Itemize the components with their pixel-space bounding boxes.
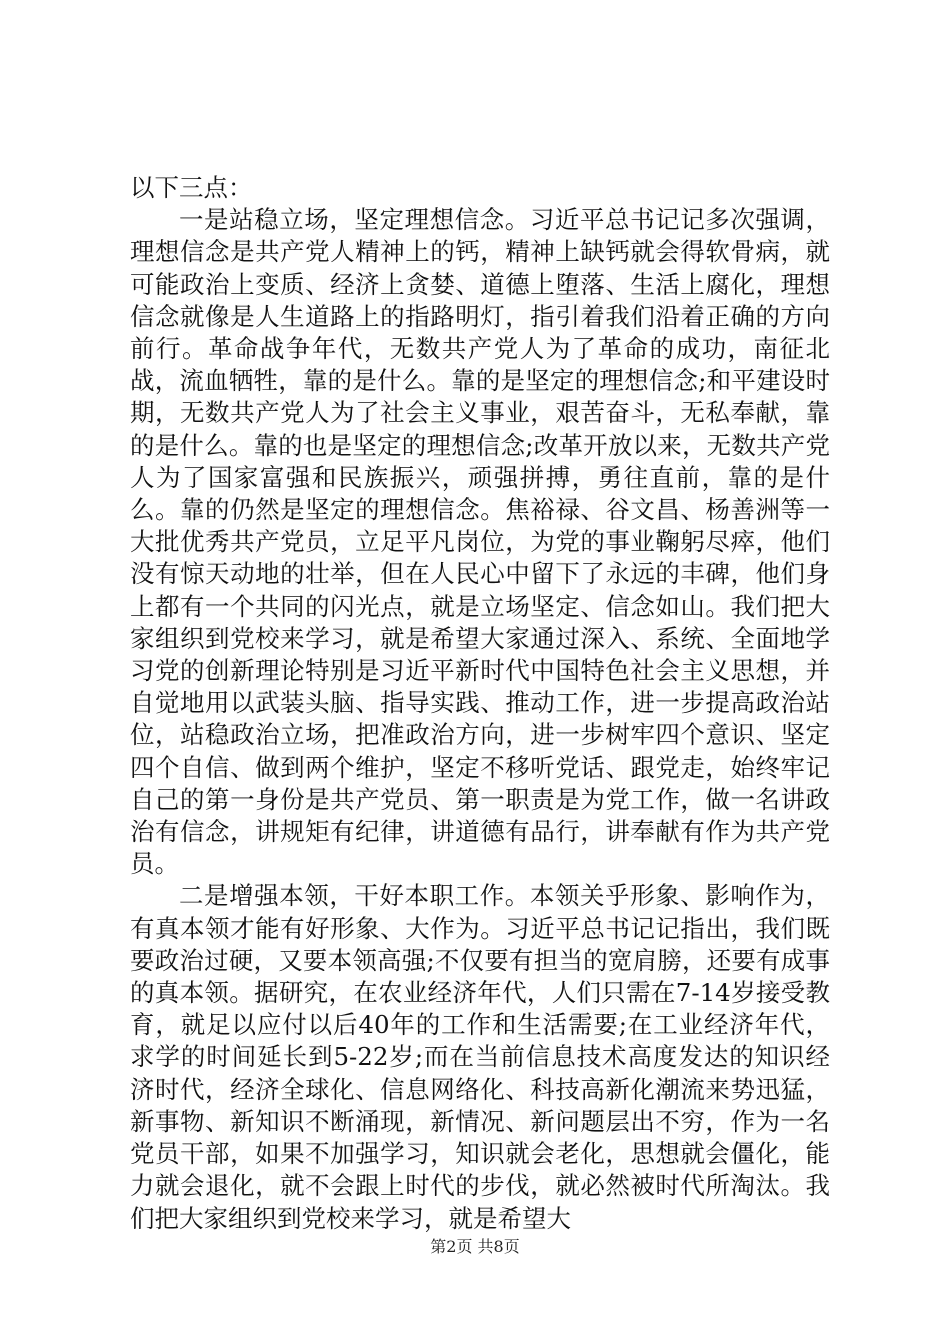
paragraph-intro: 以下三点：	[130, 173, 253, 202]
document-body	[130, 172, 830, 1235]
paragraph-point-two: 二是增强本领，干好本职工作。本领关乎形象、影响作为，有真本领才能有好形象、大作为。习近平总书记记指出，我们既要政治过硬，又要本领高强;不仅要有担当的宽肩膀，还要有成事的真本领。据研究，在农业经济年代，人们只需在7-14岁接受教育，就足以应付以后40年的工作和生活需要;在工业经济年代，求学的时间延长到5-22岁;而在当前信息技术高度发达的知识经济时代，经济全球化、信息网络化、科技高新化潮流来势迅猛，新事物、新知识不断涌现，新情况、新问题层出不穷，作为一名党员干部，如果不加强学习，知识就会老化，思想就会僵化，能力就会退化，就不会跟上时代的步伐，就必然被时代所淘汰。我们把大家组织到党校来学习，就是希望大	[130, 881, 830, 1233]
page-number-footer: 第2页 共8页	[430, 1237, 520, 1256]
paragraph-point-one: 一是站稳立场，坚定理想信念。习近平总书记记多次强调，理想信念是共产党人精神上的钙，精神上缺钙就会得软骨病，就可能政治上变质、经济上贪婪、道德上堕落、生活上腐化，理想信念就像是人生道路上的指路明灯，指引着我们沿着正确的方向前行。革命战争年代，无数共产党人为了革命的成功，南征北战，流血牺牲，靠的是什么。靠的是坚定的理想信念;和平建设时期，无数共产党人为了社会主义事业，艰苦奋斗，无私奉献，靠的是什么。靠的也是坚定的理想信念;改革开放以来，无数共产党人为了国家富强和民族振兴，顽强拼搏，勇往直前，靠的是什么。靠的仍然是坚定的理想信念。焦裕禄、谷文昌、杨善洲等一大批优秀共产党员，立足平凡岗位，为党的事业鞠躬尽瘁，他们没有惊天动地的壮举，但在人民心中留下了永远的丰碑，他们身上都有一个共同的闪光点，就是立场坚定、信念如山。我们把大家组织到党校来学习，就是希望大家通过深入、系统、全面地学习党的创新理论特别是习近平新时代中国特色社会主义思想，并自觉地用以武装头脑、指导实践、推动工作，进一步提高政治站位，站稳政治立场，把准政治方向，进一步树牢四个意识、坚定四个自信、做到两个维护，坚定不移听党话、跟党走，始终牢记自己的第一身份是共产党员、第一职责是为党工作，做一名讲政治有信念，讲规矩有纪律，讲道德有品行，讲奉献有作为共产党员。	[130, 205, 830, 879]
